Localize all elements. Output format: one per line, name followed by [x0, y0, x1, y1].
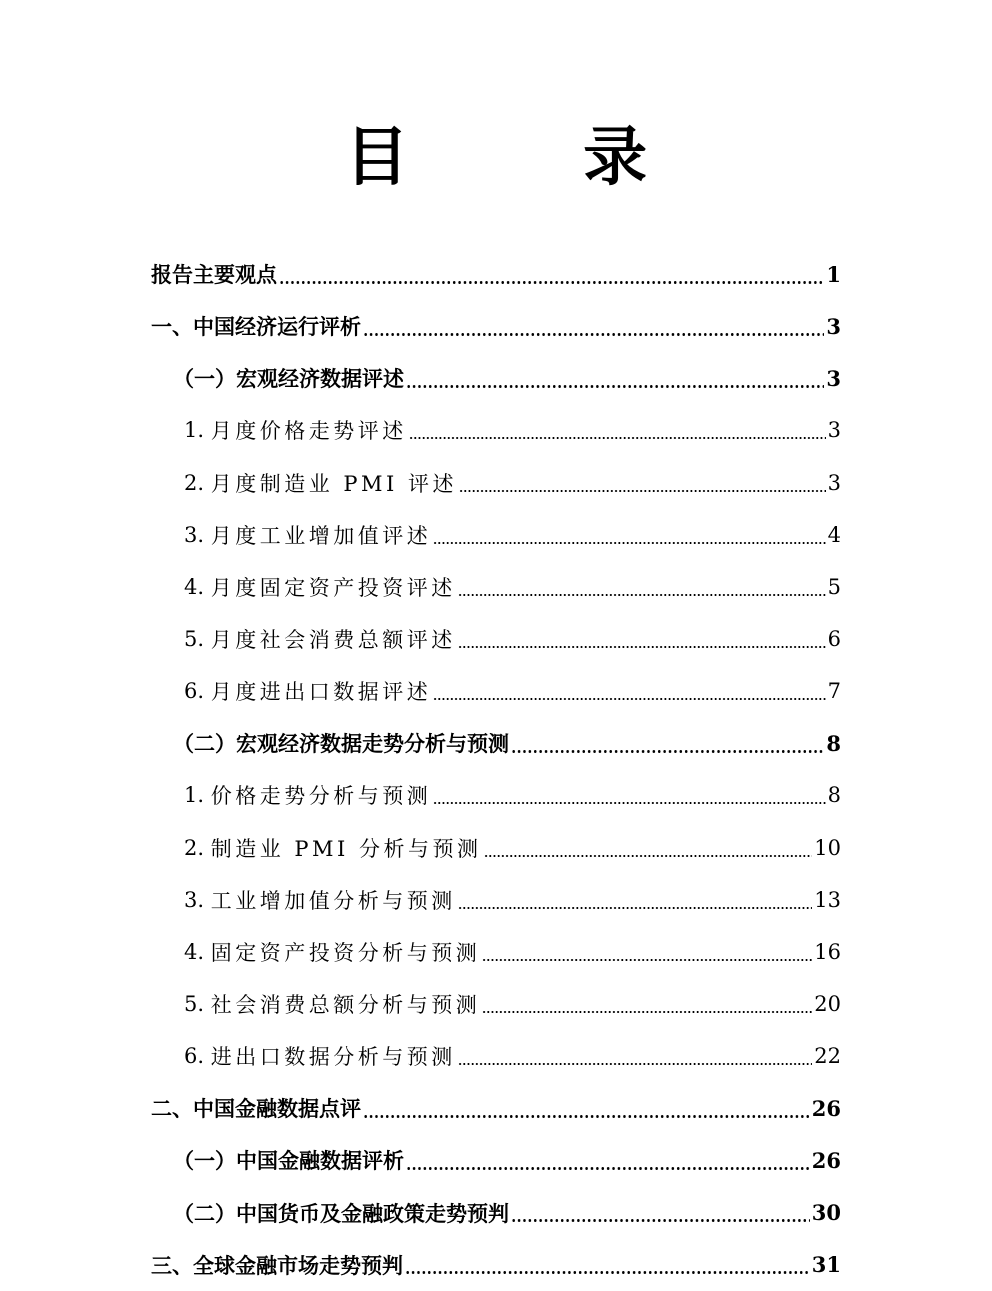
- toc-entry-section-1-2-6[interactable]: [0, 1030, 992, 1082]
- toc-entry-number: 2.: [184, 835, 211, 860]
- dot-leader: [482, 1011, 812, 1013]
- toc-entry-label: 固定资产投资分析与预测: [210, 940, 481, 965]
- toc-entry-number: 4.: [184, 939, 211, 964]
- toc-entry-section-2-2[interactable]: [0, 1187, 992, 1239]
- dot-leader: [363, 1115, 810, 1118]
- toc-entry-section-1-2-5[interactable]: [0, 978, 992, 1030]
- toc-entry-section-1-2-3[interactable]: [0, 874, 992, 926]
- dot-leader: [459, 490, 826, 492]
- toc-entry-page: 6: [827, 627, 841, 652]
- table-of-contents: [0, 248, 992, 1291]
- toc-entry-section-1-1-5[interactable]: [0, 613, 992, 665]
- toc-entry-label: 月度社会消费总额评述: [210, 628, 456, 653]
- dot-leader: [484, 855, 813, 857]
- dot-leader: [458, 907, 813, 909]
- toc-entry-label: （一）中国金融数据评析: [173, 1149, 404, 1174]
- toc-entry-page: 26: [811, 1147, 841, 1173]
- toc-entry-number: 5.: [184, 627, 211, 652]
- toc-entry-page: 10: [814, 835, 841, 860]
- toc-entry-section-3[interactable]: [0, 1239, 992, 1291]
- toc-entry-label: 一、中国经济运行评析: [151, 315, 361, 340]
- toc-entry-page: 3: [826, 313, 841, 339]
- toc-entry-number: 6.: [184, 679, 211, 704]
- toc-entry-page: 3: [826, 365, 841, 391]
- dot-leader: [511, 750, 824, 753]
- toc-entry-number: 6.: [184, 1044, 211, 1069]
- toc-entry-section-1-1-6[interactable]: [0, 665, 992, 717]
- toc-entry-page: 8: [827, 783, 841, 808]
- dot-leader: [511, 1219, 810, 1222]
- toc-entry-page: 7: [827, 679, 841, 704]
- toc-entry-page: 8: [826, 730, 841, 756]
- dot-leader: [409, 437, 826, 439]
- toc-entry-number: 4.: [184, 574, 211, 599]
- toc-entry-section-1-2-2[interactable]: [0, 822, 992, 874]
- dot-leader: [433, 542, 825, 544]
- dot-leader: [433, 802, 825, 804]
- toc-entry-number: 1.: [184, 418, 211, 443]
- toc-entry-label: （一）宏观经济数据评述: [173, 367, 404, 392]
- toc-entry-number: 3.: [184, 887, 211, 912]
- toc-entry-label: 月度制造业 PMI 评述: [210, 471, 457, 496]
- toc-entry-section-1-1[interactable]: [0, 352, 992, 404]
- toc-entry-section-1-2[interactable]: [0, 717, 992, 769]
- toc-entry-label: 月度价格走势评述: [210, 419, 407, 444]
- toc-entry-label: 社会消费总额分析与预测: [210, 993, 481, 1018]
- toc-entry-section-1-1-4[interactable]: [0, 561, 992, 613]
- dot-leader: [433, 698, 825, 700]
- toc-entry-label: 二、中国金融数据点评: [151, 1097, 361, 1122]
- toc-entry-page: 3: [827, 418, 841, 443]
- dot-leader: [405, 1271, 810, 1274]
- toc-entry-page: 3: [827, 470, 841, 495]
- dot-leader: [406, 385, 824, 388]
- toc-entry-label: 进出口数据分析与预测: [210, 1045, 456, 1070]
- toc-entry-section-1-1-3[interactable]: [0, 509, 992, 561]
- toc-entry-label: 三、全球金融市场走势预判: [151, 1253, 403, 1278]
- toc-entry-number: 2.: [184, 470, 211, 495]
- toc-entry-number: 5.: [184, 992, 211, 1017]
- toc-entry-page: 30: [811, 1200, 841, 1226]
- toc-entry-page: 13: [814, 887, 841, 912]
- toc-entry-page: 31: [811, 1252, 841, 1278]
- toc-entry-section-1-1-2[interactable]: [0, 457, 992, 509]
- toc-entry-label: （二）中国货币及金融政策走势预判: [173, 1201, 509, 1226]
- toc-entry-page: 1: [826, 261, 841, 287]
- dot-leader: [406, 1167, 810, 1170]
- toc-entry-number: 1.: [184, 783, 211, 808]
- toc-entry-label: 月度工业增加值评述: [210, 523, 432, 548]
- toc-entry-section-1[interactable]: [0, 300, 992, 352]
- toc-entry-page: 22: [814, 1044, 841, 1069]
- toc-entry-page: 26: [811, 1095, 841, 1121]
- dot-leader: [458, 646, 826, 648]
- toc-entry-label: 月度进出口数据评述: [210, 680, 432, 705]
- dot-leader: [482, 959, 812, 961]
- toc-entry-label: 制造业 PMI 分析与预测: [210, 836, 482, 861]
- toc-entry-page: 20: [814, 992, 841, 1017]
- toc-entry-label: 报告主要观点: [151, 263, 277, 288]
- toc-entry-section-1-2-4[interactable]: [0, 926, 992, 978]
- toc-entry-section-1-2-1[interactable]: [0, 769, 992, 821]
- dot-leader: [458, 594, 826, 596]
- toc-entry-section-2-1[interactable]: [0, 1134, 992, 1186]
- toc-entry-section-2[interactable]: [0, 1082, 992, 1134]
- toc-entry-label: 价格走势分析与预测: [210, 784, 432, 809]
- dot-leader: [363, 333, 824, 336]
- toc-entry-number: 3.: [184, 522, 211, 547]
- toc-entry-section-1-1-1[interactable]: [0, 404, 992, 456]
- toc-entry-label: 工业增加值分析与预测: [210, 888, 456, 913]
- toc-entry-label: （二）宏观经济数据走势分析与预测: [173, 732, 509, 757]
- page-title: 目 录: [344, 121, 724, 195]
- toc-entry-page: 4: [827, 522, 841, 547]
- toc-entry-page: 5: [827, 574, 841, 599]
- toc-entry-report-key-points[interactable]: [0, 248, 992, 300]
- toc-entry-label: 月度固定资产投资评述: [210, 575, 456, 600]
- dot-leader: [279, 281, 824, 284]
- dot-leader: [458, 1063, 813, 1065]
- toc-entry-page: 16: [814, 939, 841, 964]
